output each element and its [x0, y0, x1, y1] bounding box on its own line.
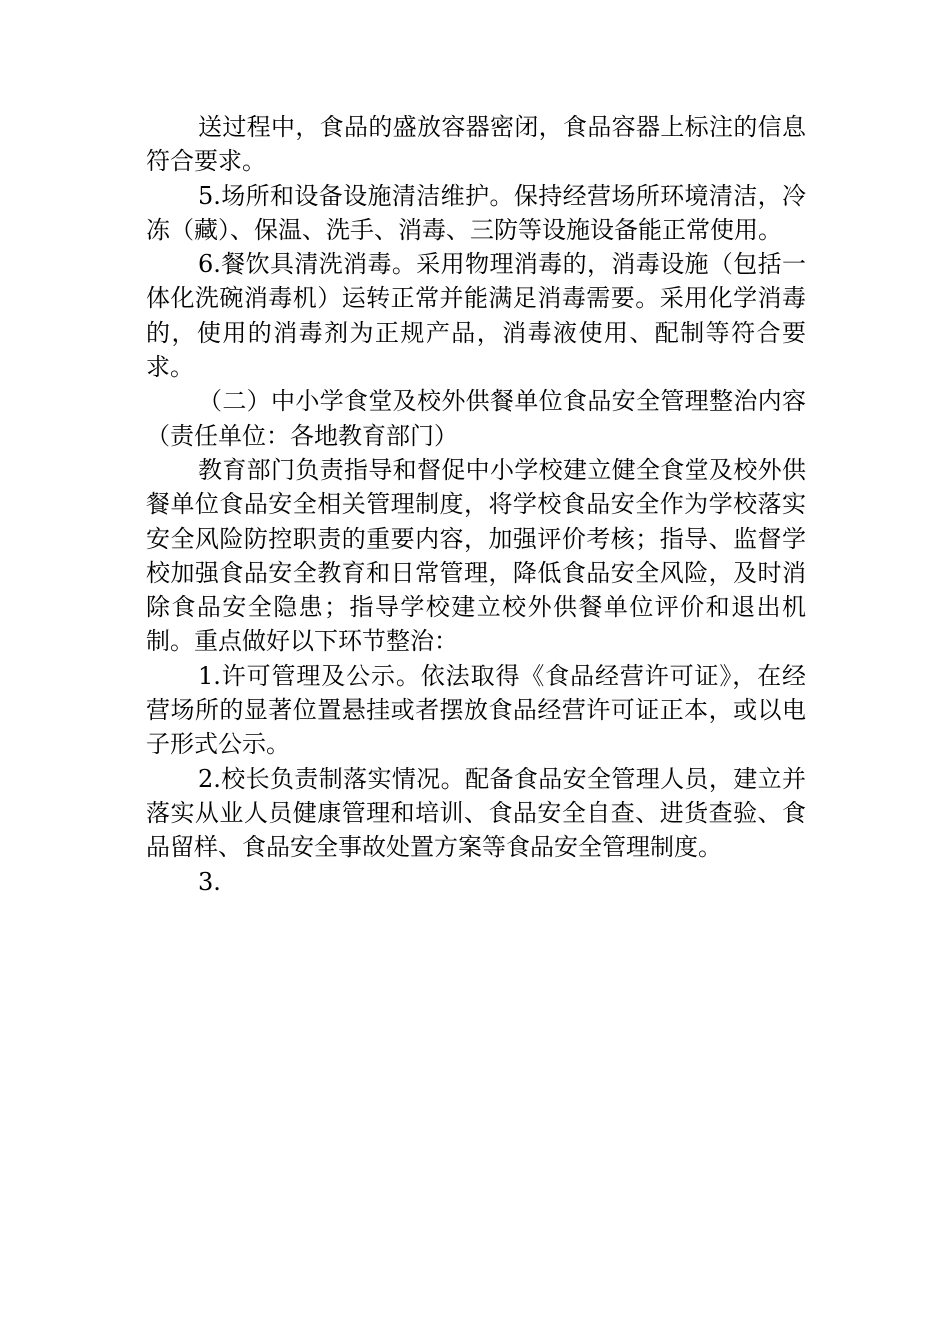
- paragraph-item-6: 6.餐饮具清洗消毒。采用物理消毒的，消毒设施（包括一体化洗碗消毒机）运转正常并能满足消毒需要。采用化学消毒的，使用的消毒剂为正规产品，消毒液使用、配制等符合要求。: [146, 250, 806, 382]
- document-body: [146, 110, 806, 899]
- section-heading-2: （二）中小学食堂及校外供餐单位食品安全管理整治内容（责任单位：各地教育部门）: [146, 387, 806, 450]
- paragraph-item-3: 3.: [198, 867, 221, 896]
- paragraph-continuation: 送过程中，食品的盛放容器密闭，食品容器上标注的信息符合要求。: [146, 113, 806, 176]
- paragraph-item-5: 5.场所和设备设施清洁维护。保持经营场所环境清洁，冷冻（藏）、保温、洗手、消毒、三防等设施设备能正常使用。: [146, 181, 806, 244]
- paragraph-item-2: 2.校长负责制落实情况。配备食品安全管理人员，建立并落实从业人员健康管理和培训、食品安全自查、进货查验、食品留样、食品安全事故处置方案等食品安全管理制度。: [146, 764, 806, 862]
- paragraph-education-dept: 教育部门负责指导和督促中小学校建立健全食堂及校外供餐单位食品安全相关管理制度，将学校食品安全作为学校落实安全风险防控职责的重要内容，加强评价考核；指导、监督学校加强食品安全教育和日常管理，降低食品安全风险，及时消除食品安全隐患；指导学校建立校外供餐单位评价和退出机制。重点做好以下环节整治：: [146, 455, 806, 656]
- paragraph-item-1: 1.许可管理及公示。依法取得《食品经营许可证》，在经营场所的显著位置悬挂或者摆放食品经营许可证正本，或以电子形式公示。: [146, 661, 806, 759]
